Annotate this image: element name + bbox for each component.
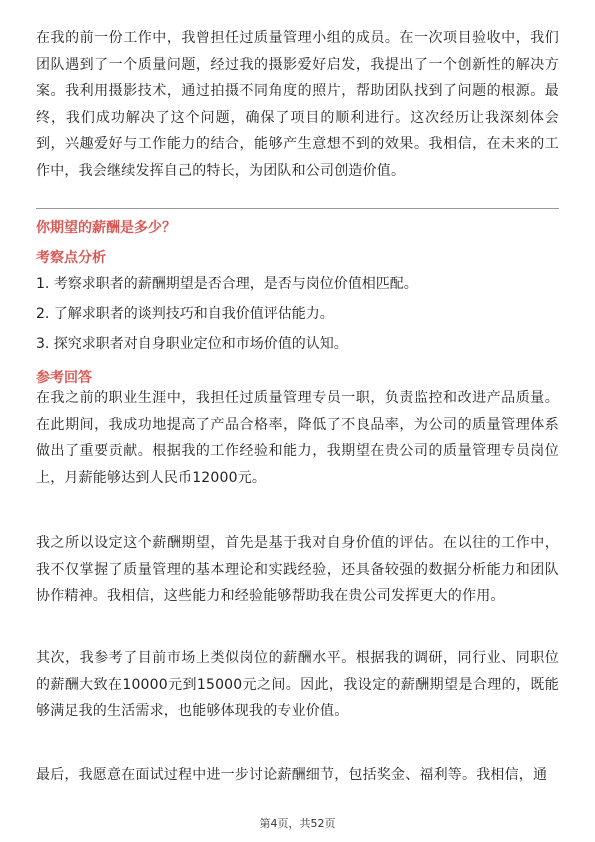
answer-heading: 参考回答 [36,370,92,386]
analysis-point-2: 2. 了解求职者的谈判技巧和自我价值评估能力。 [36,306,334,322]
intro-paragraph: 在我的前一份工作中，我曾担任过质量管理小组的成员。在一次项目验收中，我们团队遇到了一个质量问题，经过我的摄影爱好启发，我提出了一个创新性的解决方案。我利用摄影技术，通过拍摄不同角度的照片，帮助团队找到了问题的根源。最终，我们成功解决了这个问题，确保了项目的顺利进行。这次经历让我深刻体会到，兴趣爱好与工作能力的结合，能够产生意想不到的效果。我相信，在未来的工作中，我会继续发挥自己的特长，为团队和公司创造价值。 [36,30,559,179]
answer-paragraph-2: 我之所以设定这个薪酬期望，首先是基于我对自身价值的评估。在以往的工作中，我不仅掌握了质量管理的基本理论和实践经验，还具备较强的数据分析能力和团队协作精神。我相信，这些能力和经验能够帮助我在贵公司发挥更大的作用。 [36,535,559,604]
answer-paragraph-1: 在我之前的职业生涯中，我担任过质量管理专员一职，负责监控和改进产品质量。在此期间，我成功地提高了产品合格率，降低了不良品率，为公司的质量管理体系做出了重要贡献。根据我的工作经验和能力，我期望在贵公司的质量管理专员岗位上，月薪能够达到人民币12000元。 [36,390,559,486]
analysis-heading: 考察点分析 [36,250,106,266]
page-number-footer: 第4页，共52页 [259,817,336,830]
analysis-point-3: 3. 探究求职者对自身职业定位和市场价值的认知。 [36,336,348,352]
answer-paragraph-3: 其次，我参考了目前市场上类似岗位的薪酬水平。根据我的调研，同行业、同职位的薪酬大致在10000元到15000元之间。因此，我设定的薪酬期望是合理的，既能够满足我的生活需求，也能够体现我的专业价值。 [36,650,559,719]
section-divider [36,208,559,209]
answer-paragraph-4: 最后，我愿意在面试过程中进一步讨论薪酬细节，包括奖金、福利等。我相信，通 [36,767,548,783]
question-heading: 你期望的薪酬是多少？ [36,220,176,236]
analysis-point-1: 1. 考察求职者的薪酬期望是否合理，是否与岗位价值相匹配。 [36,276,418,292]
